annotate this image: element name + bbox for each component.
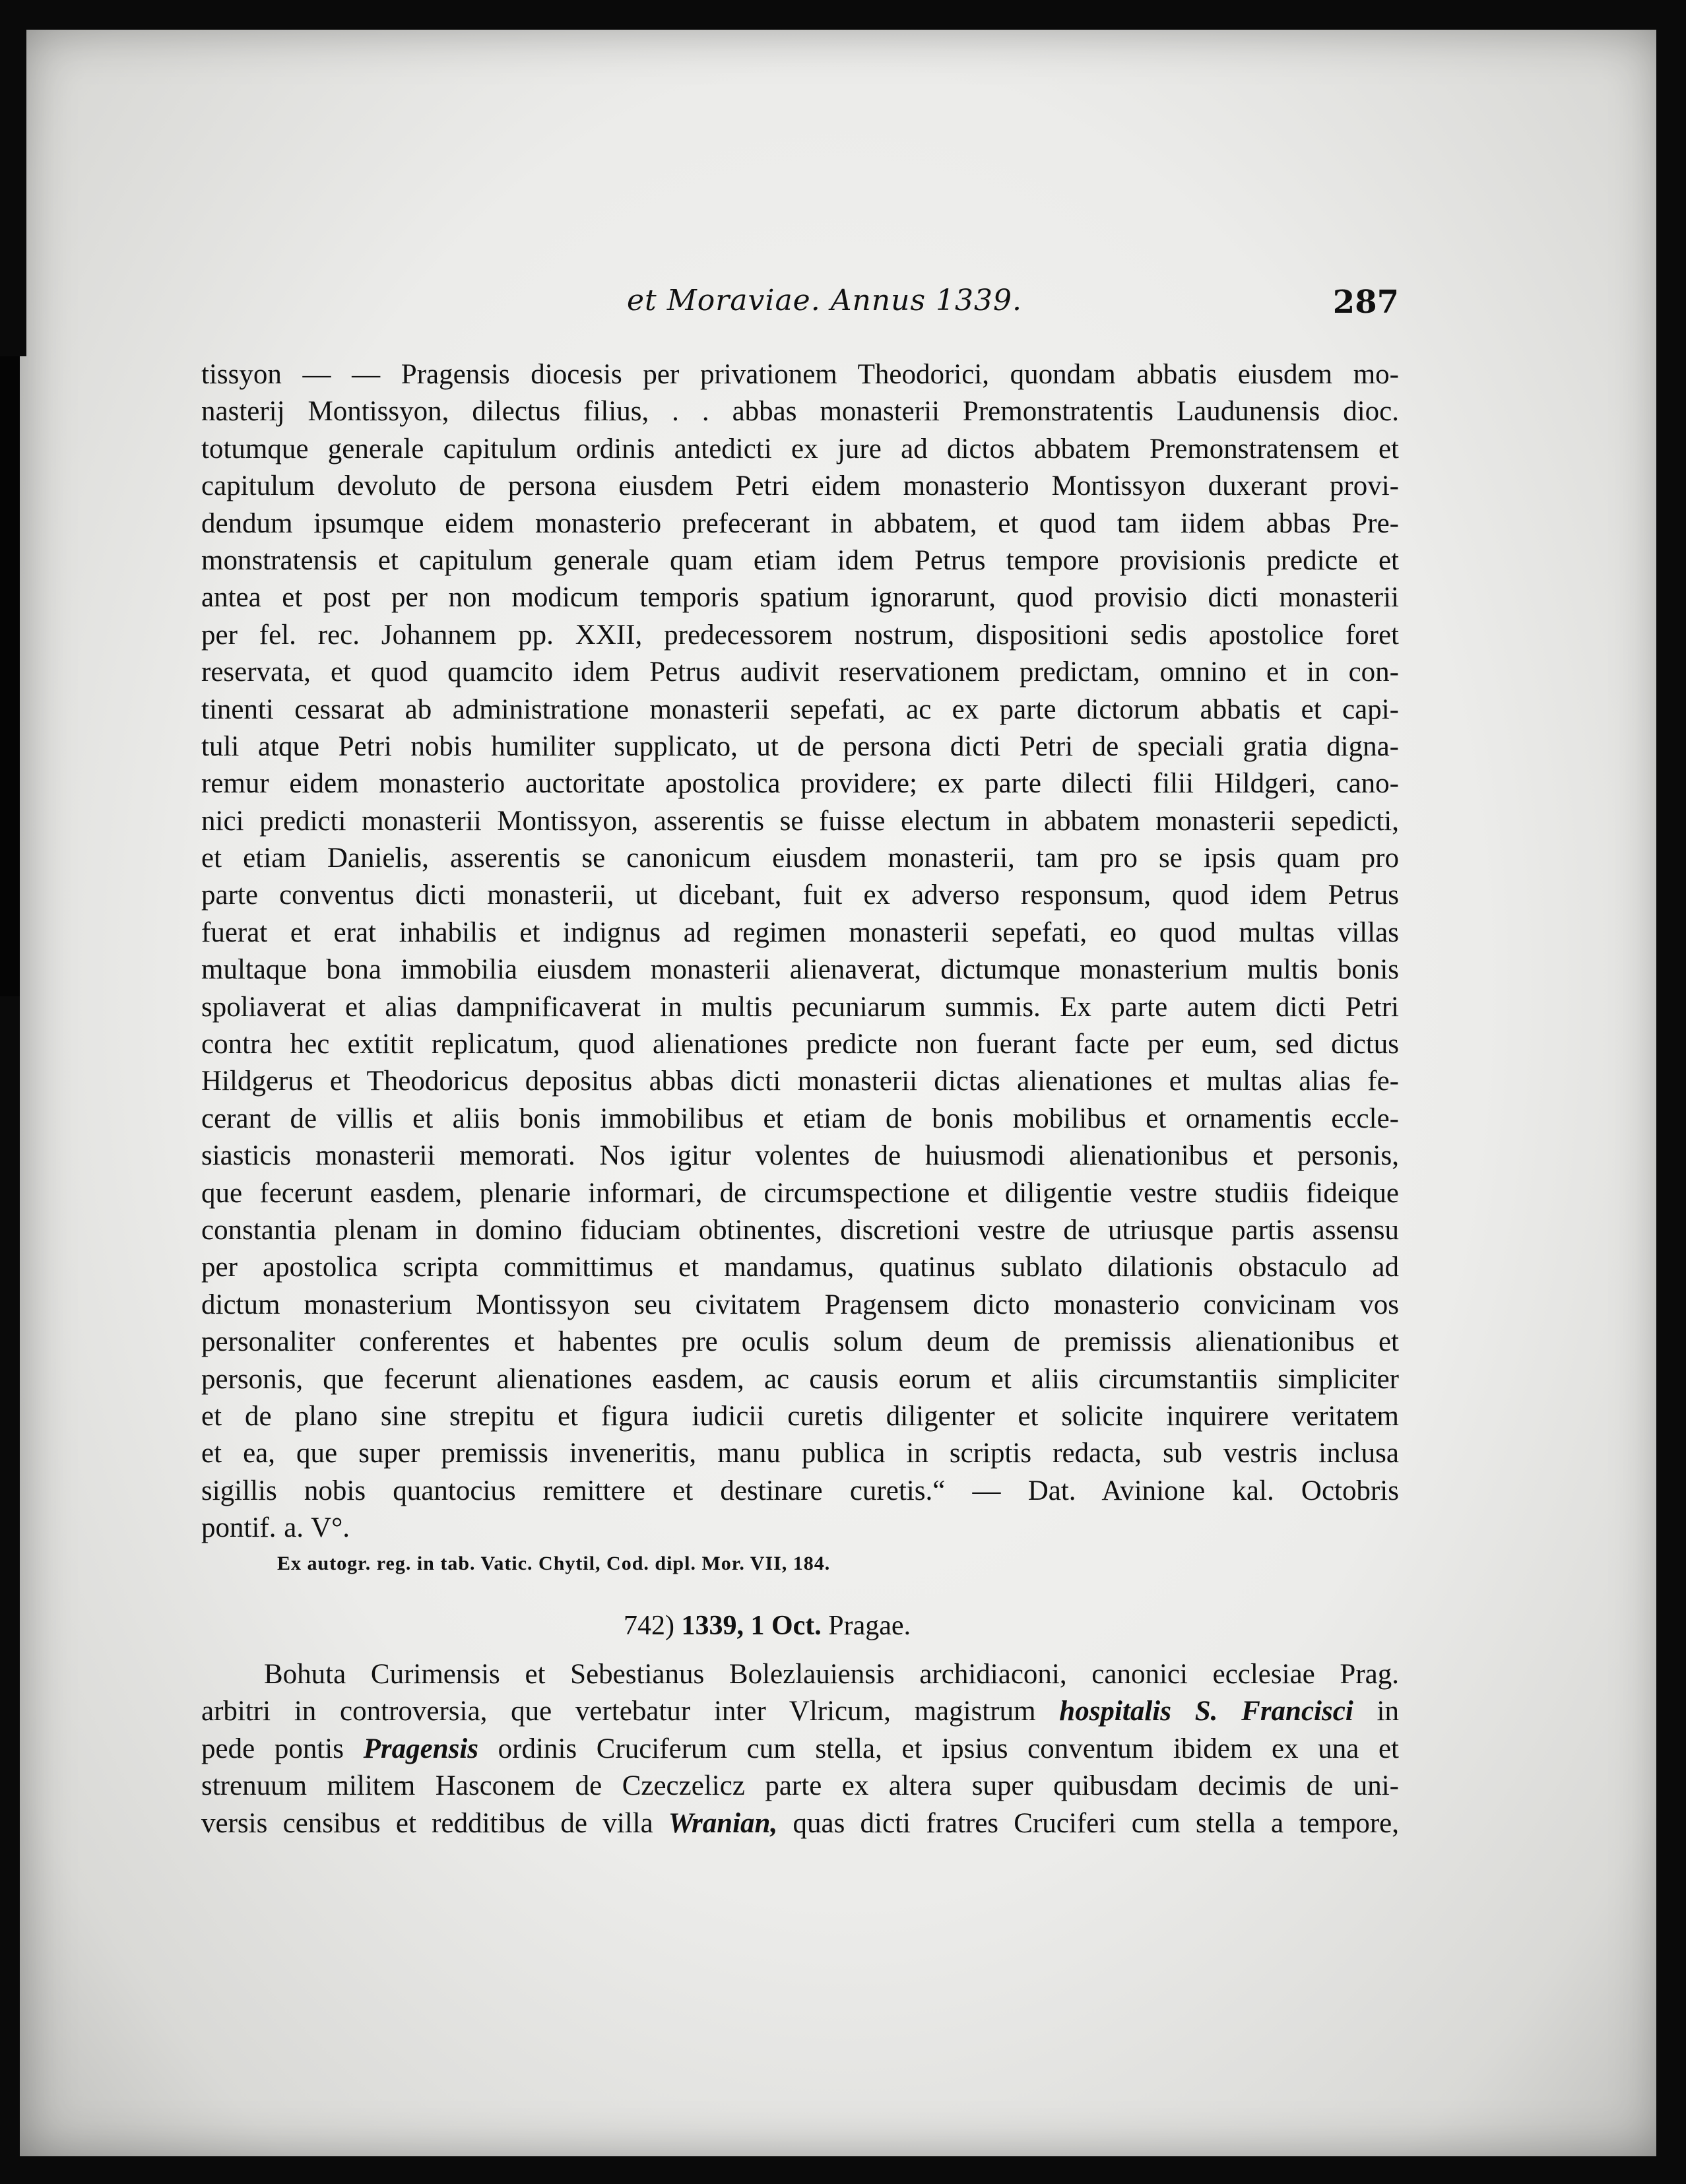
text-line: fuerat et erat inhabilis et indignus ad regimen monasterii sepefati, eo quod multas villas (201, 916, 1399, 948)
text-line: personaliter conferentes et habentes pre oculis solum deum de premissis alienationibus et (201, 1326, 1399, 1358)
text-line: constantia plenam in domino fiduciam obtinentes, discretioni vestre de utriusque partis assensu (201, 1214, 1399, 1246)
text-line: tissyon — — Pragensis diocesis per privationem Theodorici, quondam abbatis eiusdem mo- (201, 359, 1399, 390)
text-line: personis, que fecerunt alienationes easdem, ac causis eorum et aliis circumstantiis simpliciter (201, 1363, 1399, 1395)
text-line (201, 1805, 1399, 1842)
text-line: monstratensis et capitulum generale quam etiam idem Petrus tempore provisionis predicte et (201, 544, 1399, 576)
top-edge-shadow (0, 0, 1686, 30)
left-edge-shadow (0, 0, 26, 356)
italic-phrase: Pragensis (363, 1733, 479, 1764)
text-segment: versis censibus et redditibus de villa (201, 1807, 668, 1839)
text-line: tuli atque Petri nobis humiliter supplicato, ut de persona dicti Petri de speciali gratia digna- (201, 730, 1399, 762)
text-line: antea et post per non modicum temporis spatium ignorarunt, quod provisio dicti monasterii (201, 582, 1399, 614)
text-line: per apostolica scripta committimus et mandamus, quatinus sublato dilationis obstaculo ad (201, 1252, 1399, 1283)
text-line: siasticis monasterii memorati. Nos igitur volentes de huiusmodi alienationibus et personis, (201, 1140, 1399, 1172)
italic-phrase: hospitalis S. Francisci (1059, 1696, 1353, 1727)
text-line: nasterij Montissyon, dilectus filius, . . abbas monasterii Premonstratentis Laudunensis dioc. (201, 396, 1399, 428)
text-line: et ea, que super premissis inveneritis, manu publica in scriptis redacta, sub vestris inclusa (201, 1438, 1399, 1469)
text-line: sigillis nobis quantocius remittere et destinare curetis.“ — Dat. Avinione kal. Octobris (201, 1475, 1399, 1506)
page-header (198, 284, 1399, 330)
text-segment: quas dicti fratres Cruciferi cum stella a tempore, (777, 1807, 1399, 1839)
text-line: totumque generale capitulum ordinis antedicti ex jure ad dictos abbatem Premonstratensem et (201, 433, 1399, 465)
right-edge-shadow (1656, 0, 1686, 2184)
text-line (201, 1693, 1399, 1730)
text-segment: Bohuta Curimensis et Sebestianus Bolezlauiensis archidiaconi, canonici ecclesiae Prag. (264, 1659, 1399, 1690)
text-line: et etiam Danielis, asserentis se canonicum eiusdem monasterii, tam pro se ipsis quam pro (201, 843, 1399, 874)
text-line: reservata, et quod quamcito idem Petrus audivit reservationem predictam, omnino et in con- (201, 657, 1399, 688)
document-date: 1339, 1 Oct. (681, 1611, 822, 1641)
text-line: nici predicti monasterii Montissyon, asserentis se fuisse electum in abbatem monasterii sepedicti, (201, 805, 1399, 837)
text-segment: arbitri in controversia, que vertebatur inter Vlricum, magistrum (201, 1696, 1060, 1727)
text-line (201, 1731, 1399, 1768)
left-edge-shadow-lower (0, 996, 20, 2184)
document-body-text (201, 356, 1399, 1547)
text-line: cerant de villis et aliis bonis immobilibus et etiam de bonis mobilibus et ornamentis eccle- (201, 1103, 1399, 1134)
text-line: contra hec extitit replicatum, quod alienationes predicte non fuerant facte per eum, sed dictus (201, 1029, 1399, 1060)
document-heading (624, 1610, 911, 1642)
text-line: multaque bona immobilia eiusdem monasterii alienaverat, dictumque monasterium multis bonis (201, 954, 1399, 986)
document-place: Pragae. (828, 1611, 911, 1641)
text-line: tinenti cessarat ab administratione monasterii sepefati, ac ex parte dictorum abbatis et capi- (201, 693, 1399, 725)
text-line: que fecerunt easdem, plenarie informari, de circumspectione et diligentie vestre studiis fideique (201, 1177, 1399, 1209)
source-note: Ex autogr. reg. in tab. Vatic. Chytil, Cod. dipl. Mor. VII, 184. (277, 1553, 831, 1574)
text-segment: ordinis Cruciferum cum stella, et ipsius conventum ibidem ex una et (478, 1733, 1399, 1764)
text-segment: pede pontis (201, 1733, 364, 1764)
bottom-edge-shadow (0, 2156, 1686, 2184)
text-line: spoliaverat et alias dampnificaverat in multis pecuniarum summis. Ex parte autem dicti Petri (201, 991, 1399, 1023)
text-line: Hildgerus et Theodoricus depositus abbas dicti monasterii dictas alienationes et multas alias fe- (201, 1066, 1399, 1097)
text-segment: in (1353, 1696, 1399, 1727)
text-line: pontif. a. V°. (201, 1512, 350, 1544)
text-line: dendum ipsumque eidem monasterio prefecerant in abbatem, et quod tam iidem abbas Pre- (201, 507, 1399, 539)
running-head: et Moraviae. Annus 1339. (627, 284, 1023, 317)
document-742-text (201, 1656, 1399, 1842)
text-line: remur eidem monasterio auctoritate apostolica providere; ex parte dilecti filii Hildgeri, cano- (201, 768, 1399, 800)
text-line: dictum monasterium Montissyon seu civitatem Pragensem dicto monasterio convicinam vos (201, 1289, 1399, 1320)
text-line: capitulum devoluto de persona eiusdem Petri eidem monasterio Montissyon duxerant provi- (201, 470, 1399, 502)
text-line (201, 1768, 1399, 1805)
italic-phrase: Wranian, (668, 1807, 778, 1839)
page-number: 287 (1332, 284, 1399, 321)
text-segment: strenuum militem Hasconem de Czeczelicz parte ex altera super quibusdam decimis de uni- (201, 1770, 1399, 1802)
document-number: 742) (624, 1611, 674, 1641)
text-line: et de plano sine strepitu et figura iudicii curetis diligenter et solicite inquirere veritatem (201, 1400, 1399, 1432)
text-line: per fel. rec. Johannem pp. XXII, predecessorem nostrum, dispositioni sedis apostolice foret (201, 619, 1399, 651)
text-line (201, 1656, 1399, 1693)
text-line: parte conventus dicti monasterii, ut dicebant, fuit ex adverso responsum, quod idem Petrus (201, 880, 1399, 911)
